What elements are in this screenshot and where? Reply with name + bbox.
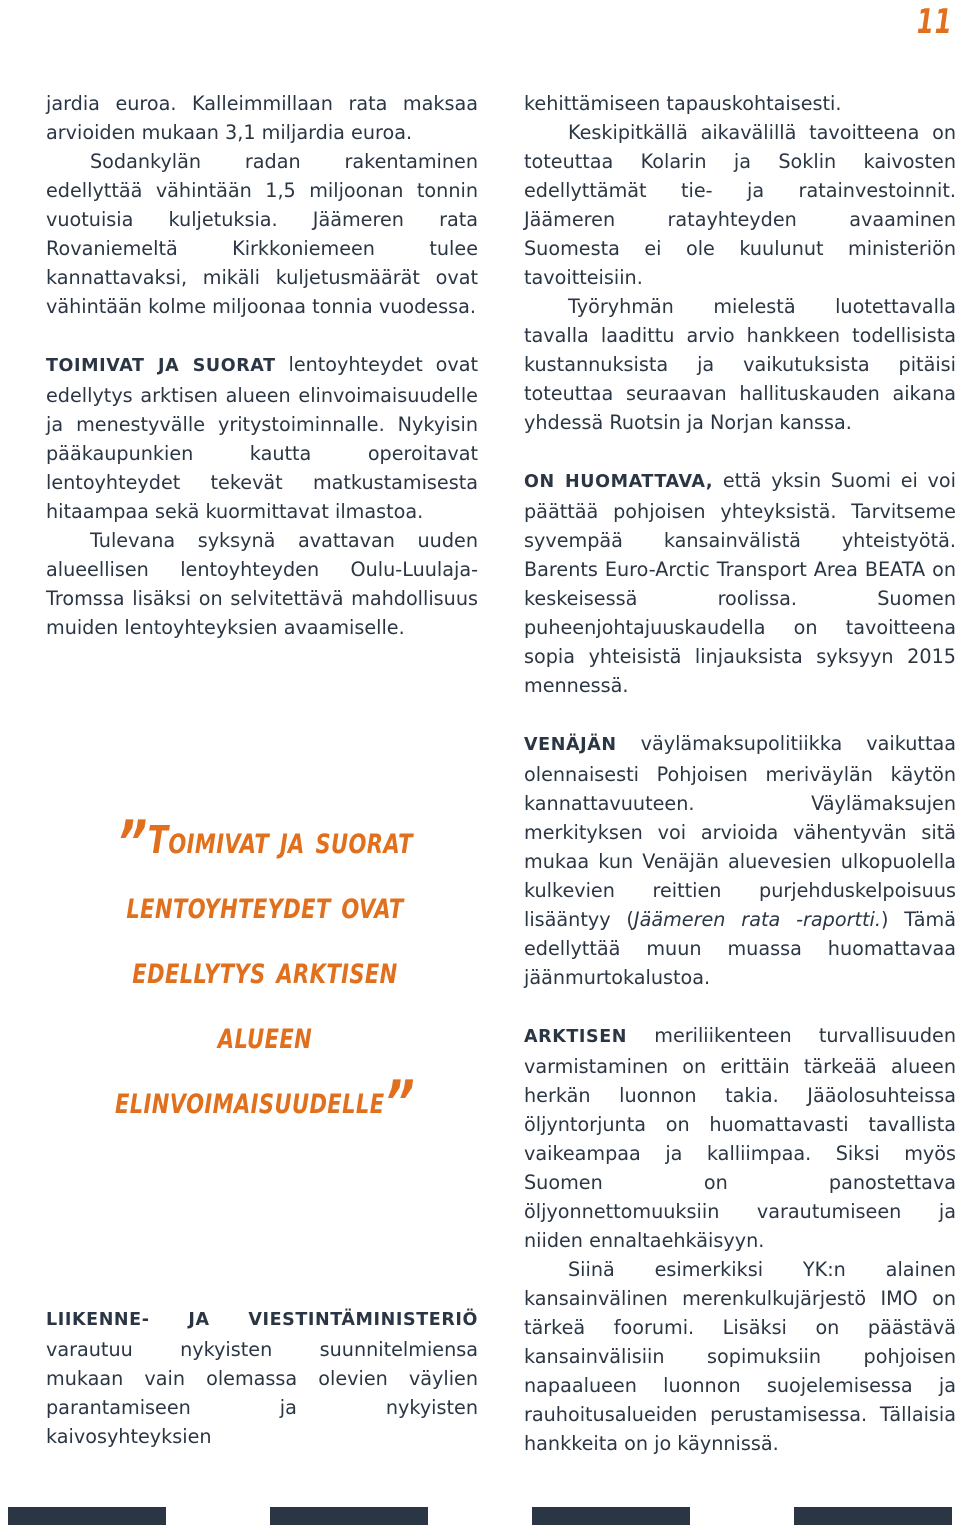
footer-bar bbox=[8, 1507, 166, 1525]
paragraph: Työryhmän mielestä luotettavalla tavalla laadittu arvio hankkeen todellisista kustannuksista ja vaikutuksista pitäisi toteuttaa seuraavan hallituskauden aikana yhdessä Ruotsin ja Norjan kanssa. bbox=[524, 295, 956, 434]
paragraph bbox=[524, 729, 956, 992]
paragraph: kehittämiseen tapauskohtaisesti. bbox=[524, 92, 842, 115]
italic-reference: Jäämeren rata -raportti. bbox=[633, 908, 881, 931]
pull-quote-text: Toimivat ja suorat lentoyhteydet ovat edellytys arktisen alueen elinvoimaisuudelle bbox=[114, 818, 413, 1122]
right-column bbox=[524, 89, 956, 1458]
lead-in-caps: VENÄJÄN bbox=[524, 735, 617, 755]
open-quote-mark: ” bbox=[117, 808, 148, 878]
page-number: 11 bbox=[916, 2, 952, 42]
paragraph: jardia euroa. Kalleimmillaan rata maksaa arvioiden mukaan 3,1 miljardia euroa. bbox=[46, 92, 478, 144]
close-quote-mark: ” bbox=[384, 1068, 416, 1138]
paragraph-text: meriliikenteen turvallisuuden varmistaminen on erittäin tärkeää alueen herkän luonnon takia. Jääolosuhteissa öljyntorjunta on huomattavasti tavallista vaikeampaa ja kalliimpaa. Siksi myös Suomen on panostettava öljyonnettomuuksiin varautumiseen ja niiden ennaltaehkäisyyn. bbox=[524, 1024, 956, 1252]
paragraph: Sodankylän radan rakentaminen edellyttää vähintään 1,5 miljoonan tonnin vuotuisia kuljetuksia. Jäämeren rata Rovaniemeltä Kirkkoniemeen tulee kannattavaksi, mikäli kuljetusmäärät ovat vähintään kolme miljoonaa tonnia vuodessa. bbox=[46, 150, 478, 318]
paragraph-text: lentoyhteydet ovat edellytys arktisen alueen elinvoimaisuudelle ja menestyvälle yritystoiminnalle. Nykyisin pääkaupunkien kautta operoitavat lentoyhteydet tekevät matkustamisesta hitaampaa sekä kuormittavat ilmastoa. bbox=[46, 353, 478, 523]
paragraph-text: väylämaksupolitiikka vaikuttaa olennaisesti Pohjoisen meriväylän käytön kannattavuuteen. Väylämaksujen merkityksen voi arvioida vähentyvän sitä mukaa kun Venäjän aluevesien ulkopuolella kulkevien reittien purjehduskelpoisuus lisääntyy ( bbox=[524, 732, 956, 931]
footer-bars bbox=[0, 1507, 960, 1525]
paragraph-text: varautuu nykyisten suunnitelmiensa mukaan vain olemassa olevien väylien parantamiseen ja nykyisten kaivosyhteyksien bbox=[46, 1338, 478, 1448]
left-column bbox=[46, 89, 478, 642]
footer-bar bbox=[270, 1507, 428, 1525]
paragraph bbox=[524, 1021, 956, 1255]
paragraph-text: että yksin Suomi ei voi päättää pohjoisen yhteyksistä. Tarvitseme syvempää kansainvälistä yhteistyötä. Barents Euro-Arctic Transport Area BEATA on keskeisessä roolissa. Suomen puheenjohtajuuskaudella on tavoitteena sopia yhteisistä linjauksista syksyyn 2015 mennessä. bbox=[524, 469, 956, 697]
paragraph bbox=[46, 1304, 478, 1451]
paragraph: Tulevana syksynä avattavan uuden alueellisen lentoyhteyden Oulu-Luulaja-Tromssa lisäksi on selvitettävä mahdollisuus muiden lentoyhteyksien avaamiselle. bbox=[46, 529, 478, 639]
paragraph bbox=[46, 350, 478, 526]
paragraph: Siinä esimerkiksi YK:n alainen kansainvälinen merenkulkujärjestö IMO on tärkeä foorumi. Lisäksi on päästävä kansainvälisiin sopimuksiin pohjoisen napaalueen luonnon suojelemisessa ja rauhoitusalueiden perustamisessa. Tällaisia hankkeita on jo käynnissä. bbox=[524, 1258, 956, 1455]
paragraph-text: ) Tämä edellyttää muun muassa huomattavaa jäänmurtokalustoa. bbox=[524, 908, 956, 989]
paragraph bbox=[524, 466, 956, 700]
lead-in-caps: ARKTISEN bbox=[524, 1027, 628, 1047]
footer-bar bbox=[532, 1507, 690, 1525]
left-column-bottom bbox=[46, 1304, 478, 1451]
footer-bar bbox=[794, 1507, 952, 1525]
pull-quote bbox=[90, 808, 441, 1138]
lead-in-caps: ON HUOMATTAVA, bbox=[524, 472, 714, 492]
paragraph: Keskipitkällä aikavälillä tavoitteena on toteuttaa Kolarin ja Soklin kaivosten edellyttämät tie- ja ratainvestoinnit. Jäämeren ratayhteyden avaaminen Suomesta ei ole kuulunut ministeriön tavoitteisiin. bbox=[524, 121, 956, 289]
lead-in-caps: LIIKENNE- JA VIESTINTÄMINISTERIÖ bbox=[46, 1310, 478, 1330]
lead-in-caps: TOIMIVAT JA SUORAT bbox=[46, 356, 276, 376]
